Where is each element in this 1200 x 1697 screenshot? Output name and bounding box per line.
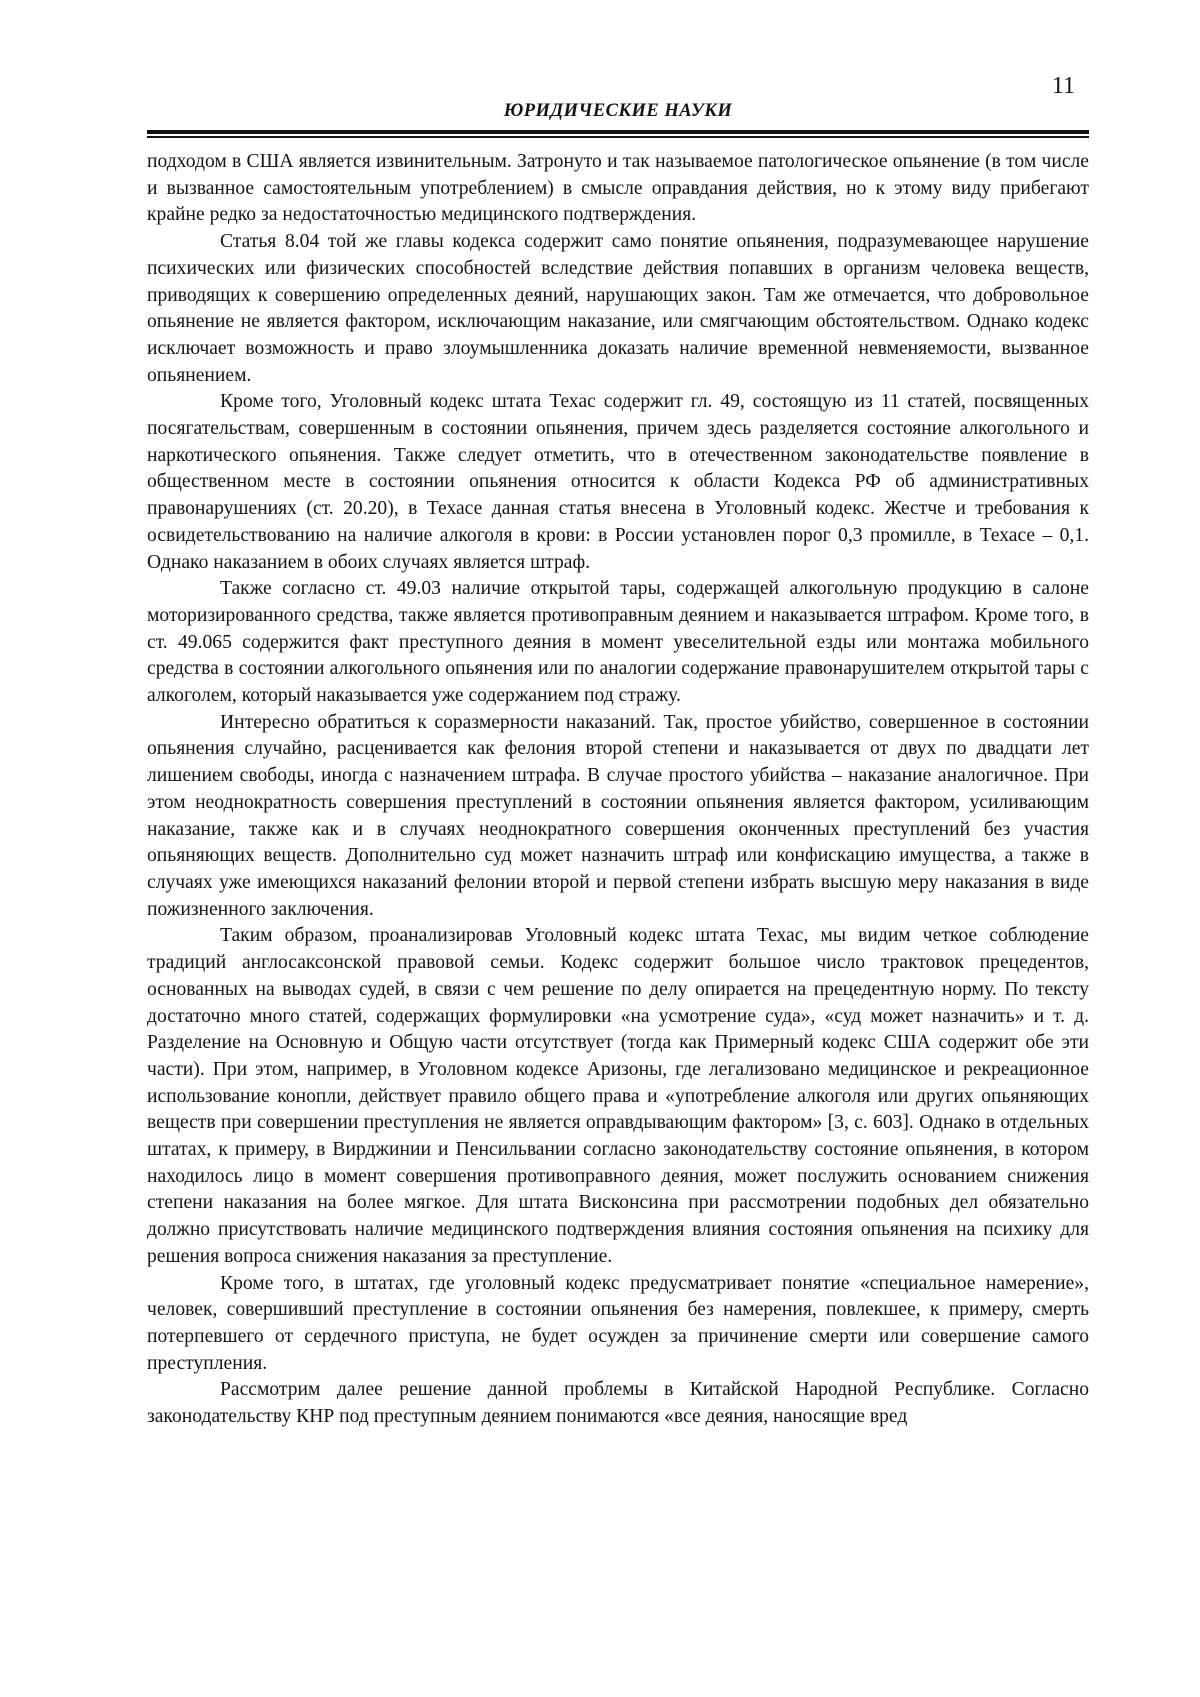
paragraph-1: подходом в США является извинительным. Затронуто и так называемое патологическое опьянение (в том числе и вызванное самостоятельным употреблением) в смысле оправдания действия, но к этому виду прибегают крайне редко за недостаточностью медицинского подтверждения. <box>147 149 1089 229</box>
article-body <box>147 149 1089 1431</box>
paragraph-7: Кроме того, в штатах, где уголовный кодекс предусматривает понятие «специальное намерение», человек, совершивший преступление в состоянии опьянения без намерения, повлекшее, к примеру, смерть потерпевшего от сердечного приступа, не будет осужден за причинение смерти или совершение самого преступления. <box>147 1271 1089 1378</box>
paragraph-4: Также согласно ст. 49.03 наличие открытой тары, содержащей алкогольную продукцию в салоне моторизированного средства, также является противоправным деянием и наказывается штрафом. Кроме того, в ст. 49.065 содержится факт преступного деяния в момент увеселительной езды или монтажа мобильного средства в состоянии алкогольного опьянения или по аналогии содержание правонарушителем открытой тары с алкоголем, который наказывается уже содержанием под стражу. <box>147 576 1089 710</box>
paragraph-8: Рассмотрим далее решение данной проблемы в Китайской Народной Республике. Согласно законодательству КНР под преступным деянием понимаются «все деяния, наносящие вред <box>147 1377 1089 1430</box>
running-header: ЮРИДИЧЕСКИЕ НАУКИ <box>147 101 1089 122</box>
paragraph-5: Интересно обратиться к соразмерности наказаний. Так, простое убийство, совершенное в состоянии опьянения случайно, расценивается как фелония второй степени и наказывается от двух по двадцати лет лишением свободы, иногда с назначением штрафа. В случае простого убийства – наказание аналогичное. При этом неоднократность совершения преступлений в состоянии опьянения является фактором, усиливающим наказание, также как и в случаях неоднократного совершения оконченных преступлений без участия опьяняющих веществ. Дополнительно суд может назначить штраф или конфискацию имущества, а также в случаях уже имеющихся наказаний фелонии второй и первой степени избрать высшую меру наказания в виде пожизненного заключения. <box>147 710 1089 924</box>
paragraph-3: Кроме того, Уголовный кодекс штата Техас содержит гл. 49, состоящую из 11 статей, посвященных посягательствам, совершенным в состоянии опьянения, причем здесь разделяется состояние алкогольного и наркотического опьянения. Также следует отметить, что в отечественном законодательстве появление в общественном месте в состоянии опьянения относится к области Кодекса РФ об административных правонарушениях (ст. 20.20), в Техасе данная статья внесена в Уголовный кодекс. Жестче и требования к освидетельствованию на наличие алкоголя в крови: в России установлен порог 0,3 промилле, в Техасе – 0,1. Однако наказанием в обоих случаях является штраф. <box>147 389 1089 576</box>
paragraph-2: Статья 8.04 той же главы кодекса содержит само понятие опьянения, подразумевающее нарушение психических или физических способностей вследствие действия попавших в организм человека веществ, приводящих к совершению определенных деяний, нарушающих закон. Там же отмечается, что добровольное опьянение не является фактором, исключающим наказание, или смягчающим обстоятельством. Однако кодекс исключает возможность и право злоумышленника доказать наличие временной невменяемости, вызванное опьянением. <box>147 229 1089 389</box>
header-rule-thin <box>147 136 1089 138</box>
page-number: 11 <box>1052 72 1075 100</box>
paragraph-6: Таким образом, проанализировав Уголовный кодекс штата Техас, мы видим четкое соблюдение традиций англосаксонской правовой семьи. Кодекс содержит большое число трактовок прецедентов, основанных на выводах судей, в связи с чем решение по делу опирается на прецедентную норму. По тексту достаточно много статей, содержащих формулировки «на усмотрение суда», «суд может назначить» и т. д. Разделение на Основную и Общую части отсутствует (тогда как Примерный кодекс США содержит обе эти части). При этом, например, в Уголовном кодексе Аризоны, где легализовано медицинское и рекреационное использование конопли, действует правило общего права и «употребление алкоголя или других опьяняющих веществ при совершении преступления не является оправдывающим фактором» [3, с. 603]. Однако в отдельных штатах, к примеру, в Вирджинии и Пенсильвании согласно законодательству состояние опьянения, в котором находилось лицо в момент совершения противоправного деяния, может послужить основанием снижения степени наказания на более мягкое. Для штата Висконсина при рассмотрении подобных дел обязательно должно присутствовать наличие медицинского подтверждения влияния состояния опьянения на психику для решения вопроса снижения наказания за преступление. <box>147 923 1089 1270</box>
header-rule-thick <box>147 130 1089 134</box>
